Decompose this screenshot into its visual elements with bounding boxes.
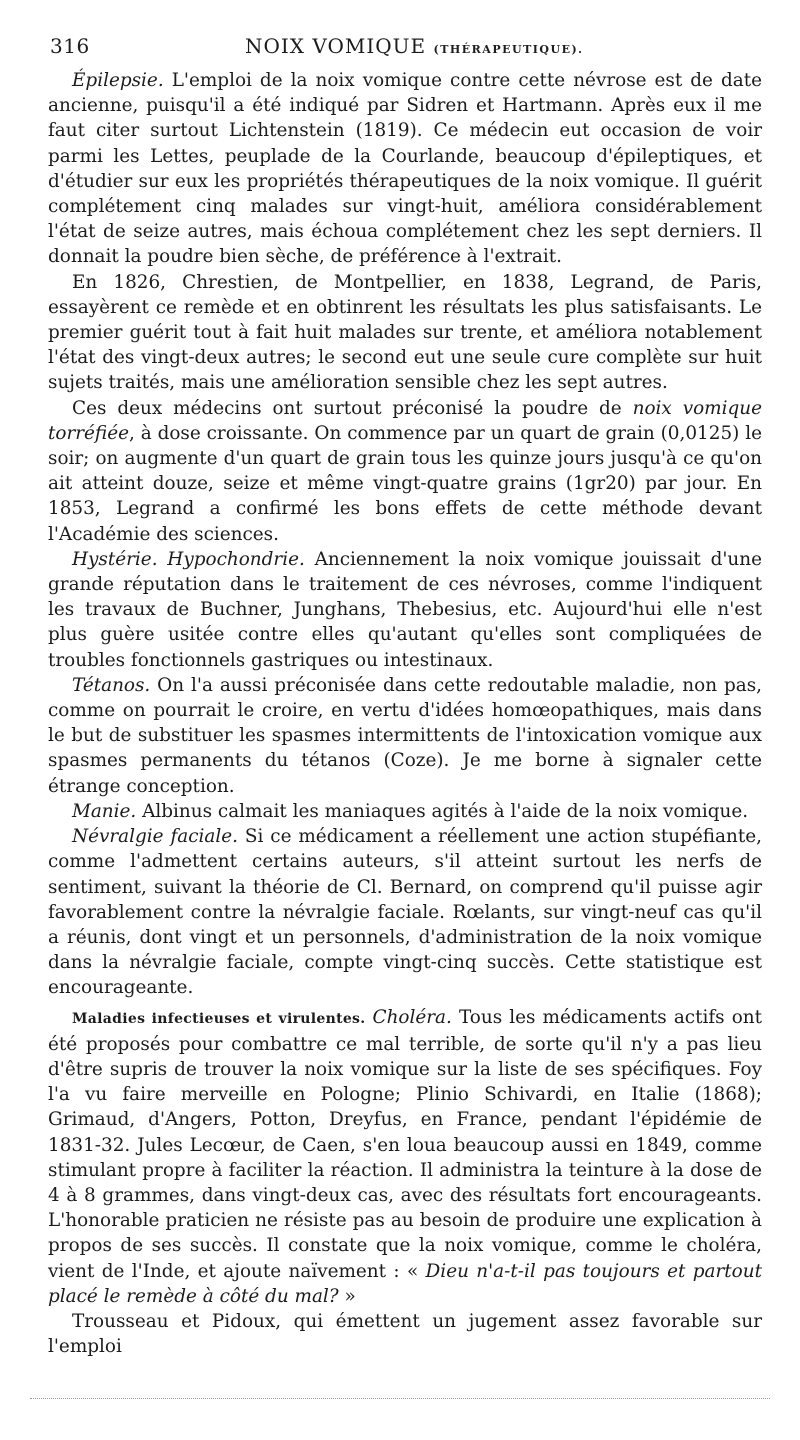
paragraph-poudre [48, 396, 762, 547]
body-text [48, 68, 762, 1359]
paragraph-trousseau [48, 1309, 762, 1359]
heading-epilepsie: Épilepsie. [72, 70, 164, 91]
text-epilepsie: L'emploi de la noix vomique contre cette névrose est de date ancienne, puisqu'il a été indiqué par Sidren et Hartmann. Après eux il me faut citer surtout Lichtenstein (1819). Ce médecin eut occasion de voir parmi les Lettes, peuplade de la Courlande, beaucoup d'épileptiques, et d'étudier sur eux les propriétés thérapeutiques de la noix vomique. Il guérit complétement cinq malades sur vingt-huit, améliora considérablement l'état de seize autres, mais échoua complétement chez les sept derniers. Il donnait la poudre bien sèche, de préférence à l'extrait. [48, 70, 762, 268]
text-trousseau: Trousseau et Pidoux, qui émettent un jugement assez favorable sur l'emploi [48, 1310, 762, 1358]
page-header [50, 30, 750, 62]
text-poudre-before: Ces deux médecins ont surtout préconisé la poudre de [72, 397, 633, 419]
paragraph-tetanos [48, 673, 762, 799]
text-manie: Albinus calmait les maniaques agités à l'aide de la noix vomique. [136, 800, 749, 822]
heading-tetanos: Tétanos. [72, 674, 151, 696]
paragraph-hysterie [48, 547, 762, 673]
quote-dieu: Dieu n'a-t-il pas toujours et partout placé le remède à côté du mal? [48, 1260, 762, 1307]
text-tetanos: On l'a aussi préconisée dans cette redoutable maladie, non pas, comme on pourrait le croire, en vertu d'idées homœopathiques, mais dans le but de substituer les spasmes intermittents de l'intoxication vomique aux spasmes permanents du tétanos (Coze). Je me borne à signaler cette étrange conception. [48, 674, 762, 797]
text-chrestien-legrand: En 1826, Chrestien, de Montpellier, en 1838, Legrand, de Paris, essayèrent ce remède et en obtinrent les résultats les plus satisfaisants. Le premier guérit tout à fait huit malades sur trente, et améliora notablement l'état des vingt-deux autres; le second eut une seule cure complète sur huit sujets traités, mais une amélioration sensible chez les sept autres. [48, 271, 762, 394]
heading-cholera: Choléra. [372, 1006, 452, 1028]
running-title-main: NOIX VOMIQUE [245, 34, 427, 58]
text-nevralgie: Si ce médicament a réellement une action stupéfiante, comme l'admettent certains auteurs, s'il atteint surtout les nerfs de sentiment, suivant la théorie de Cl. Bernard, on comprend qu'il puisse agir favorablement contre la névralgie faciale. Rœlants, sur vingt-neuf cas qu'il a réunis, dont vingt et un personnels, d'administration de la noix vomique dans la névralgie faciale, compte vingt-cinq succès. Cette statistique est encourageante. [48, 826, 762, 999]
section-heading-maladies: Maladies infectieuses et virulentes. [72, 1010, 366, 1027]
running-title [245, 34, 584, 58]
running-title-subtitle: (THÉRAPEUTIQUE). [433, 43, 584, 56]
paragraph-nevralgie [48, 824, 762, 1000]
bottom-dotted-rule [30, 1398, 770, 1400]
term-noix-vomique-torrefiee: noix vomique torréfiée [48, 397, 762, 444]
quote-close: » [344, 1285, 356, 1307]
page-number: 316 [50, 34, 90, 58]
heading-hysterie: Hystérie. Hypochondrie. [72, 548, 305, 570]
paragraph-manie [48, 799, 762, 824]
paragraph-cholera [48, 1005, 762, 1309]
heading-manie: Manie. [72, 800, 137, 822]
paragraph-chrestien-legrand [48, 270, 762, 396]
heading-nevralgie: Névralgie faciale. [72, 826, 238, 848]
text-hysterie: Anciennement la noix vomique jouissait d'une grande réputation dans le traitement de ces névroses, comme l'indiquent les travaux de Buchner, Junghans, Thebesius, etc. Aujourd'hui elle n'est plus guère usitée contre elles qu'autant qu'elles sont compliquées de troubles fonctionnels gastriques ou intestinaux. [48, 548, 762, 671]
text-cholera: Tous les médicaments actifs ont été proposés pour combattre ce mal terrible, de sorte qu'il n'y a pas lieu d'être supris de trouver la noix vomique sur la liste de ses spécifiques. Foy l'a vu faire merveille en Pologne; Plinio Schivardi, en Italie (1868); Grimaud, d'Angers, Potton, Dreyfus, en France, pendant l'épidémie de 1831-32. Jules Lecœur, de Caen, s'en loua beaucoup aussi en 1849, comme stimulant propre à faciliter la réaction. Il administra la teinture à la dose de 4 à 8 grammes, dans vingt-deux cas, avec des résultats fort encourageants. L'honorable praticien ne résiste pas au besoin de produire une explication à propos de ses succès. Il constate que la noix vomique, comme le choléra, vient de l'Inde, et ajoute naïvement : « [48, 1006, 762, 1282]
paragraph-epilepsie [48, 68, 762, 270]
text-poudre-after: , à dose croissante. On commence par un quart de grain (0,0125) le soir; on augmente d'un quart de grain tous les quinze jours jusqu'à ce qu'on ait atteint douze, seize et même vingt-quatre grains (1gr20) par jour. En 1853, Legrand a confirmé les bons effets de cette méthode devant l'Académie des sciences. [48, 422, 762, 545]
